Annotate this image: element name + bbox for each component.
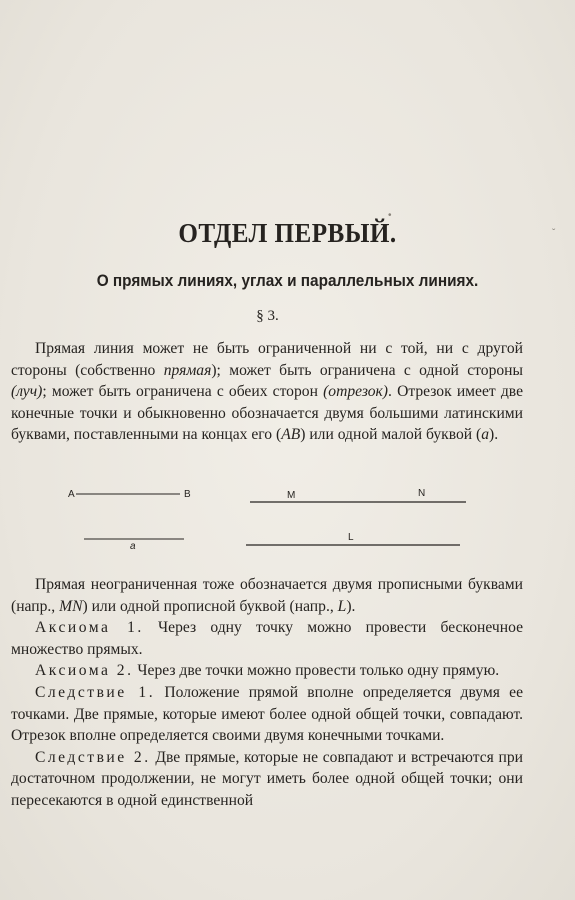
body-text: [11, 574, 523, 812]
figure-svg: [0, 478, 575, 558]
term-straight-line: прямая: [163, 361, 212, 379]
corollary-2-text: Две прямые, которые не совпадают и встречаются при достаточном продолжении, не могут иметь более одной общей точки; они пересекаются в одной единственной: [11, 748, 523, 809]
term-ray: (луч): [11, 383, 43, 401]
text-span: . Отрезок имеет две конечные точки и обыкновенно обозначается двумя большими латинскими буквами, поставленными на концах его (: [11, 383, 523, 444]
label-a-small: a: [130, 541, 136, 552]
term-segment: (отрезок): [323, 383, 389, 401]
text-span: ) или одной прописной буквой (напр.,: [82, 597, 338, 615]
axiom-2-label: Аксиома 2.: [35, 662, 134, 680]
text-span: ).: [489, 426, 499, 444]
corollary-1-label: Следствие 1.: [35, 683, 156, 701]
corollary-1-text: Положение прямой вполне определяется двумя ее точками. Две прямые, которые имеют более одной общей точки, совпадают. Отрезок вполне определяется своими двумя конечными точками.: [11, 683, 523, 745]
corollary-2: [11, 747, 523, 812]
text-span: ; может быть ограничена с обеих сторон: [42, 383, 324, 401]
axiom-1: [11, 617, 523, 660]
label-l: L: [348, 532, 354, 543]
page-speck: ˇ: [552, 228, 556, 239]
paragraph-notation: [11, 574, 523, 617]
axiom-2: [11, 660, 523, 682]
page-speck: •: [388, 210, 392, 221]
text-span: Прямая линия может не быть ограниченной ни с той, ни с другой стороны (собственно: [11, 340, 523, 379]
section-title: ОТДЕЛ ПЕРВЫЙ.: [178, 218, 397, 248]
line-figures: [0, 478, 575, 558]
text-span: ).: [346, 597, 356, 615]
text-span: ) или одной малой буквой (: [300, 426, 482, 444]
label-m: M: [287, 490, 296, 501]
axiom-1-text: Через одну точку можно провести бесконечное множество прямых.: [11, 619, 523, 658]
axiom-1-label: Аксиома 1.: [35, 619, 144, 637]
notation-l: L: [337, 597, 347, 615]
label-n: N: [418, 488, 426, 499]
text-span: Прямая неограниченная тоже обозначается двумя прописными буквами (напр.,: [11, 576, 523, 615]
notation-mn: MN: [59, 597, 83, 615]
paragraph-number: § 3.: [256, 308, 279, 324]
corollary-1: [11, 682, 523, 747]
corollary-2-label: Следствие 2.: [35, 748, 151, 766]
notation-a: a: [481, 426, 490, 444]
axiom-2-text: Через две точки можно провести только одну прямую.: [133, 662, 500, 680]
text-span: ); может быть ограничена с одной стороны: [211, 361, 523, 379]
label-b-point: B: [184, 489, 191, 500]
paragraph-lines-definition: [11, 338, 523, 446]
chapter-subtitle: О прямых линиях, углах и параллельных линиях.: [96, 272, 479, 290]
notation-ab: АВ: [281, 426, 301, 444]
label-a-point: A: [68, 489, 75, 500]
